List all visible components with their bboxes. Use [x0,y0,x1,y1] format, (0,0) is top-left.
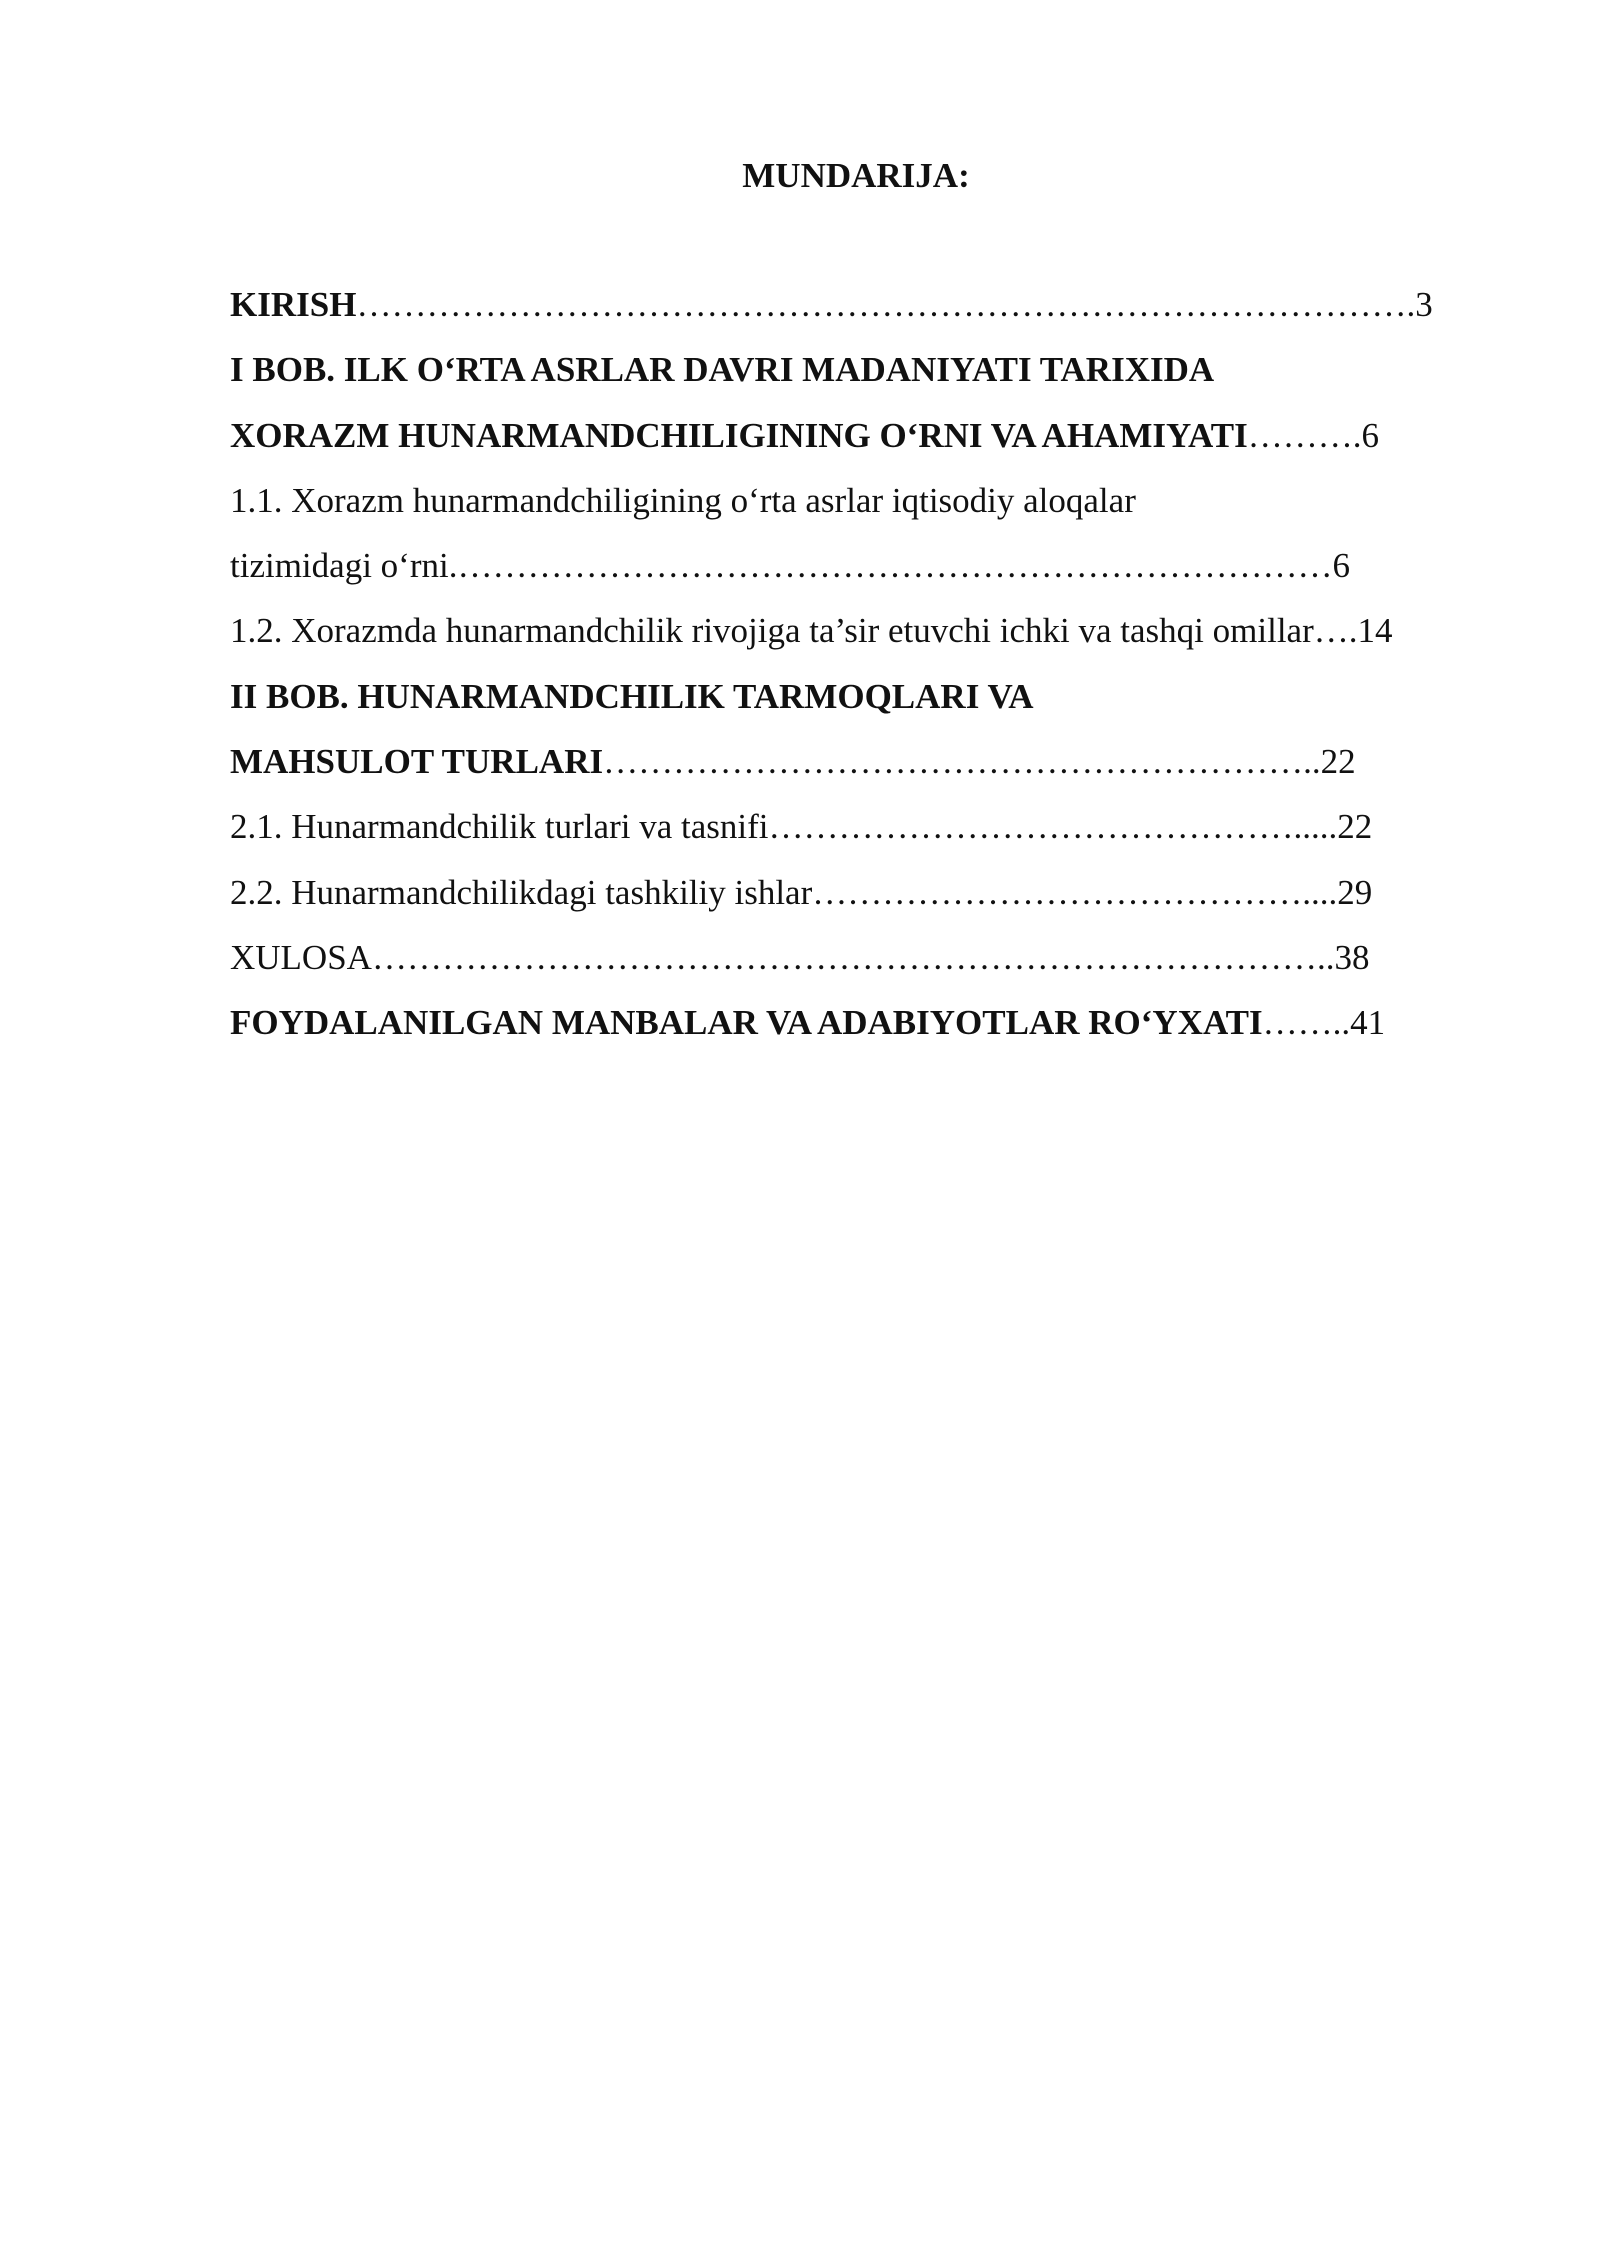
toc-entry-section-1-2 [230,607,1500,672]
toc-entry-chapter-2-line-2 [230,738,1500,803]
toc-heading: II BOB. HUNARMANDCHILIK TARMOQLARI VA [230,676,1034,716]
toc-entry-chapter-2-line-1 [230,673,1500,738]
toc-entry-chapter-1-line-1 [230,346,1500,411]
toc-section-text: XULOSA………………………………………………………………………..38 [230,937,1370,977]
toc-leader-page: ……..41 [1262,1003,1386,1043]
toc-leader-page: ……….6 [1247,415,1379,455]
toc-entry-xulosa [230,934,1500,999]
toc-leader-page: ……………………………………………………..22 [603,742,1356,782]
toc-heading: FOYDALANILGAN MANBALAR VA ADABIYOTLAR RO‘YXATI [230,1003,1263,1043]
toc-leader-page: ……………………………………………………………………………….3 [356,285,1433,324]
toc-section-text: 2.1. Hunarmandchilik turlari va tasnifi……………………………………….....22 [230,807,1373,847]
toc-entry-section-2-2 [230,869,1500,934]
toc-section-text: 1.2. Xorazmda hunarmandchilik rivojiga ta’sir etuvchi ichki va tashqi omillar….14 [230,611,1393,651]
toc-entry-kirish [230,281,1500,346]
toc-section-text: 2.2. Hunarmandchilikdagi tashkiliy ishlar……………………………………....29 [230,872,1373,912]
toc-section-text: tizimidagi o‘rni.…………………………………………………………………6 [230,546,1350,586]
toc-entry-section-1-1-line-1 [230,477,1500,542]
toc-entry-section-1-1-line-2 [230,542,1500,607]
toc-heading: I BOB. ILK O‘RTA ASRLAR DAVRI MADANIYATI TARIXIDA [230,350,1215,390]
toc-title: MUNDARIJA: [742,156,970,195]
toc-heading: KIRISH [230,285,357,324]
toc-section-text: 1.1. Xorazm hunarmandchiligining o‘rta asrlar iqtisodiy aloqalar [230,480,1136,520]
toc-entry-section-2-1 [230,803,1500,868]
table-of-contents [230,281,1500,1065]
toc-entry-chapter-1-line-2 [230,412,1500,477]
toc-entry-references [230,999,1500,1064]
toc-heading: XORAZM HUNARMANDCHILIGINING O‘RNI VA AHAMIYATI [230,415,1248,455]
toc-heading: MAHSULOT TURLARI [230,742,604,782]
